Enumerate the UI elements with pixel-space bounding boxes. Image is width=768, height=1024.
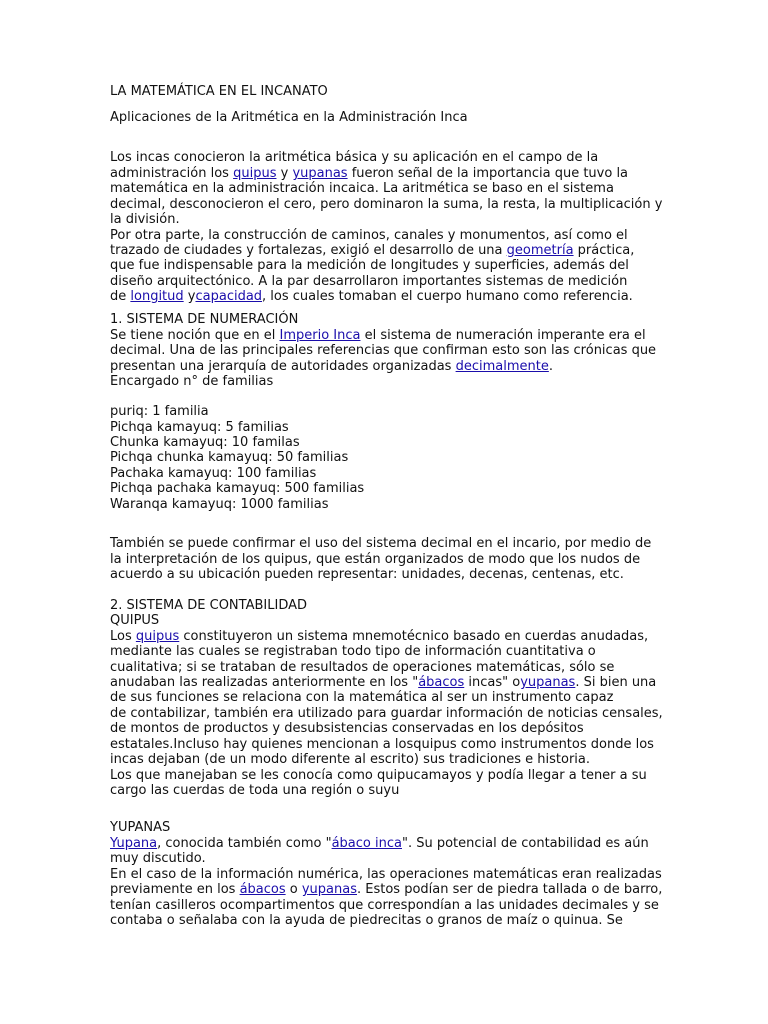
text-run: También se puede confirmar el uso del sistema decimal en el incario, por medio de [110,536,652,551]
text-line [110,552,640,568]
text-run: anudaban las realizadas anteriormente en los " [110,675,419,690]
text-run: diseño arquitectónico. A la par desarrollaron importantes sistemas de medición [110,274,628,289]
text-run: . Estos podían ser de piedra tallada o de barro, [356,882,663,897]
text-run: la interpretación de los quipus, que están organizados de modo que los nudos de [110,552,641,567]
text-line [110,644,596,660]
text-line [110,181,614,197]
text-line [110,228,628,244]
text-line [110,882,662,898]
text-run: Pichqa pachaka kamayuq: 500 familias [110,481,365,496]
text-run: administración los [110,166,234,181]
text-run: estatales.Incluso hay quienes mencionan a losquipus como instrumentos donde los [110,737,654,752]
text-run: de montos de productos y desubsistencias conservadas en los depósitos [110,721,584,736]
text-line [110,420,289,436]
hyperlink[interactable]: capacidad [195,289,263,304]
text-line [110,690,613,706]
text-run: Los incas conocieron la aritmética básica y su aplicación en el campo de la [110,150,599,165]
text-run: presentan una jerarquía de autoridades organizadas [110,359,456,374]
text-run: la división. [110,212,180,227]
text-run: tenían casilleros ocompartimentos que correspondían a las unidades decimales y se [110,898,659,913]
text-line [110,721,584,737]
text-line [110,783,399,799]
text-line [110,768,647,784]
hyperlink[interactable]: yupanas [301,882,357,897]
text-run: Chunka kamayuq: 10 familas [110,435,300,450]
text-line [110,629,648,645]
text-line [110,898,659,914]
text-run: y [183,289,196,304]
hyperlink[interactable]: yupanas [520,675,576,690]
text-line [110,312,298,328]
hyperlink[interactable]: decimalmente [455,359,549,374]
hyperlink[interactable]: ábacos [239,882,286,897]
text-line [110,836,649,852]
text-run: muy discutido. [110,851,206,866]
text-line [110,435,300,451]
text-run: decimal, desconocieron el cero, pero dominaron la suma, la resta, la multiplicación y [110,197,663,212]
text-line [110,197,662,213]
text-line [110,374,273,390]
hyperlink[interactable]: ábaco inca [331,836,402,851]
hyperlink[interactable]: quipus [233,166,277,181]
hyperlink[interactable]: longitud [130,289,184,304]
hyperlink[interactable]: Yupana [110,836,158,851]
document-subtitle: Aplicaciones de la Aritmética en la Administración Inca [110,110,468,125]
text-run: puriq: 1 familia [110,404,209,419]
text-line [110,598,307,614]
text-run: , conocida también como " [157,836,332,851]
text-line [110,466,316,482]
hyperlink[interactable]: ábacos [418,675,465,690]
text-line [110,481,364,497]
text-run: incas dejaban (de un modo diferente al escrito) sus tradiciones e historia. [110,752,591,767]
text-line [110,660,614,676]
text-run: Se tiene noción que en el [110,328,280,343]
text-run: Por otra parte, la construcción de caminos, canales y monumentos, así como el [110,228,628,243]
text-line [110,913,623,929]
text-run: de [110,289,131,304]
text-run: matemática en la administración incaica. La aritmética se baso en el sistema [110,181,614,196]
text-run: que fue indispensable para la medición de longitudes y superficies, además del [110,258,629,273]
text-line [110,820,170,836]
text-run: el sistema de numeración imperante era el [360,328,646,343]
text-run: YUPANAS [110,820,171,835]
hyperlink[interactable]: quipus [135,629,180,644]
text-line [110,867,662,883]
text-line [110,343,656,359]
text-line [110,404,209,420]
text-line [110,289,633,305]
hyperlink[interactable]: Imperio Inca [279,328,361,343]
hyperlink[interactable]: geometría [506,243,574,258]
text-run: acuerdo a su ubicación pueden representar: unidades, decenas, centenas, etc. [110,567,624,582]
text-run: incas" o [464,675,521,690]
text-line [110,150,598,166]
text-run: Encargado n° de familias [110,374,274,389]
text-run: Pachaka kamayuq: 100 familias [110,466,317,481]
text-line [110,243,634,259]
text-line [110,328,646,344]
text-run: 1. SISTEMA DE NUMERACIÓN [110,312,299,327]
text-run: de sus funciones se relaciona con la matemática al ser un instrumento capaz [110,690,614,705]
text-run: Pichqa chunka kamayuq: 50 familias [110,450,349,465]
text-run: fueron señal de la importancia que tuvo la [347,166,629,181]
text-run: ". Su potencial de contabilidad es aún [401,836,649,851]
hyperlink[interactable]: yupanas [292,166,348,181]
text-line [110,359,553,375]
text-line [110,752,590,768]
text-run: Los que manejaban se les conocía como quipucamayos y podía llegar a tener a su [110,768,647,783]
text-run: cargo las cuerdas de toda una región o suyu [110,783,400,798]
text-run: . [548,359,553,374]
text-run: , los cuales tomaban el cuerpo humano como referencia. [262,289,633,304]
text-run: cualitativa; si se trataban de resultados de operaciones matemáticas, sólo se [110,660,615,675]
text-line [110,450,348,466]
text-line [110,737,654,753]
text-line [110,536,651,552]
text-run: previamente en los [110,882,240,897]
text-line [110,166,628,182]
text-line [110,675,656,691]
text-run: o [285,882,302,897]
text-run: práctica, [573,243,635,258]
text-run: QUIPUS [110,613,160,628]
text-line [110,706,663,722]
text-run: En el caso de la información numérica, las operaciones matemáticas eran realizadas [110,867,662,882]
text-run: Waranqa kamayuq: 1000 familias [110,497,329,512]
text-line [110,212,180,228]
text-run: contaba o señalaba con la ayuda de piedrecitas o granos de maíz o quinua. Se [110,913,623,928]
text-run: Pichqa kamayuq: 5 familias [110,420,289,435]
text-line [110,613,159,629]
text-run: trazado de ciudades y fortalezas, exigió el desarrollo de una [110,243,507,258]
text-run: decimal. Una de las principales referencias que confirman esto son las crónicas que [110,343,657,358]
text-run: . Si bien una [575,675,657,690]
text-run: 2. SISTEMA DE CONTABILIDAD [110,598,307,613]
text-run: Los [110,629,136,644]
document-title: LA MATEMÁTICA EN EL INCANATO [110,84,328,99]
text-run: mediante las cuales se registraban todo tipo de información cuantitativa o [110,644,596,659]
text-run: y [276,166,293,181]
text-line [110,258,629,274]
text-line [110,497,328,513]
text-run: de contabilizar, también era utilizado para guardar información de noticias censales, [110,706,663,721]
text-line [110,567,624,583]
text-line [110,851,206,867]
text-line [110,274,627,290]
text-run: constituyeron un sistema mnemotécnico basado en cuerdas anudadas, [179,629,649,644]
